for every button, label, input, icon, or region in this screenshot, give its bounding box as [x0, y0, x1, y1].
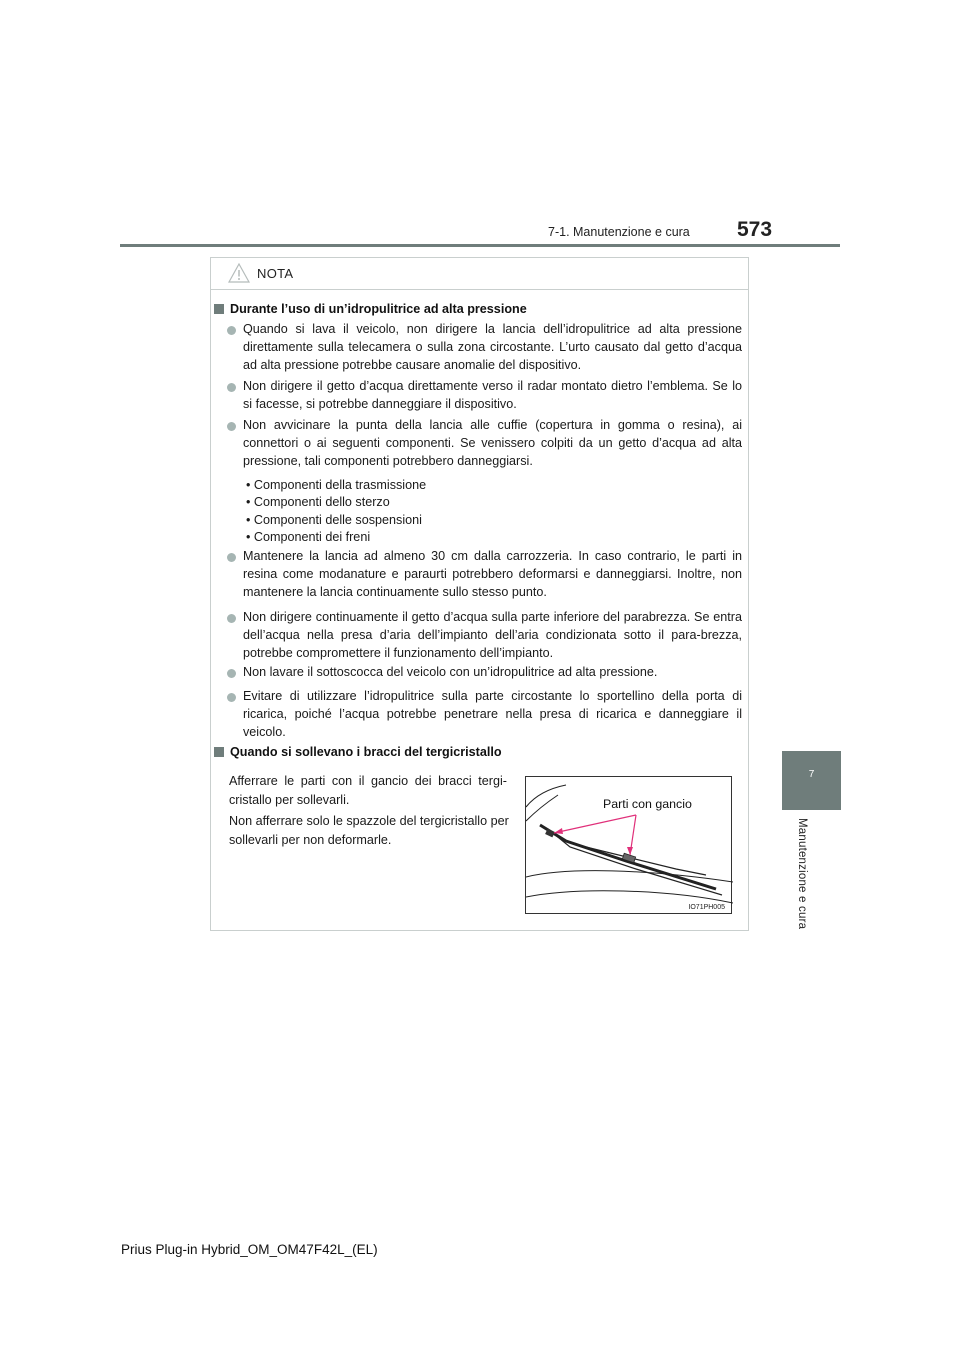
list-item: Non lavare il sottoscocca del veicolo con un’idropulitrice ad alta pressione.	[243, 665, 658, 679]
page-number: 573	[737, 218, 773, 241]
bullet-dot-icon	[227, 553, 236, 562]
chapter-tab[interactable]	[782, 751, 841, 810]
wiper-illustration	[525, 776, 732, 914]
list-item: Non avvicinare la punta della lancia alle cuffie (copertura in gomma o resina), ai connettori o ai seguenti componenti. Se venissero colpiti da un getto d’acqua ad alta pressione, tali componenti potrebbero danneggiarsi.	[243, 418, 742, 468]
header-divider	[120, 244, 840, 247]
list-item: Quando si lava il veicolo, non dirigere la lancia dell’idropulitrice ad alta pressione direttamente sulla telecamera o sulla zona circostante. L’urto causato dal getto d’acqua ad alta pressione potrebbe causare anomalie del dispositivo.	[243, 322, 742, 372]
instruction-paragraph: Non afferrare solo le spazzole del tergicristallo per sollevarli per non deformarle.	[229, 814, 509, 847]
list-item: Evitare di utilizzare l’idropulitrice sulla parte circostante lo sportellino della porta di ricarica, poiché l’acqua potrebbe penetrare nella presa di ricarica e danneggiare il veicolo.	[243, 689, 742, 739]
bullet-dot-icon	[227, 383, 236, 392]
bullet-dot-icon	[227, 422, 236, 431]
chapter-side-label: Manutenzione e cura	[796, 818, 808, 930]
callout-label: Parti con gancio	[603, 797, 692, 811]
section-heading: Durante l’uso di un’idropulitrice ad alta pressione	[214, 302, 527, 316]
section-heading: Quando si sollevano i bracci del tergicristallo	[214, 745, 502, 759]
bullet-dot-icon	[227, 614, 236, 623]
section-title: 7-1. Manutenzione e cura	[548, 225, 690, 239]
square-bullet-icon	[214, 304, 224, 314]
sub-list-item: • Componenti dello sterzo	[246, 495, 390, 509]
bullet-dot-icon	[227, 669, 236, 678]
warning-icon	[228, 263, 250, 283]
document-footer: Prius Plug-in Hybrid_OM_OM47F42L_(EL)	[121, 1242, 378, 1257]
list-item: Non dirigere continuamente il getto d’acqua sulla parte inferiore del parabrezza. Se entra dell’acqua nella presa d’aria dell’impianto dell’aria condizionata sotto il para-brezza, potrebbe compromettere il funzionamento dell’impianto.	[243, 610, 742, 660]
sub-list-item: • Componenti della trasmissione	[246, 478, 427, 492]
list-item: Non dirigere il getto d’acqua direttamente verso il radar montato dietro l’emblema. Se lo si facesse, si potrebbe danneggiare il dispositivo.	[243, 379, 742, 411]
instruction-paragraph: Afferrare le parti con il gancio dei bracci tergi-cristallo per sollevarli.	[229, 774, 507, 807]
bullet-dot-icon	[227, 693, 236, 702]
notice-header	[211, 258, 748, 290]
chapter-number: 7	[808, 769, 815, 780]
figure-code: IO71PH005	[688, 904, 725, 911]
square-bullet-icon	[214, 747, 224, 757]
sub-list-item: • Componenti delle sospensioni	[246, 513, 422, 527]
notice-title: NOTA	[257, 266, 294, 281]
bullet-dot-icon	[227, 326, 236, 335]
sub-list-item: • Componenti dei freni	[246, 530, 371, 544]
list-item: Mantenere la lancia ad almeno 30 cm dalla carrozzeria. In caso contrario, le parti in resina come modanature e paraurti potrebbero deformarsi e danneggiarsi. Inoltre, non mantenere la lancia continuamente sullo stesso punto.	[243, 549, 742, 599]
